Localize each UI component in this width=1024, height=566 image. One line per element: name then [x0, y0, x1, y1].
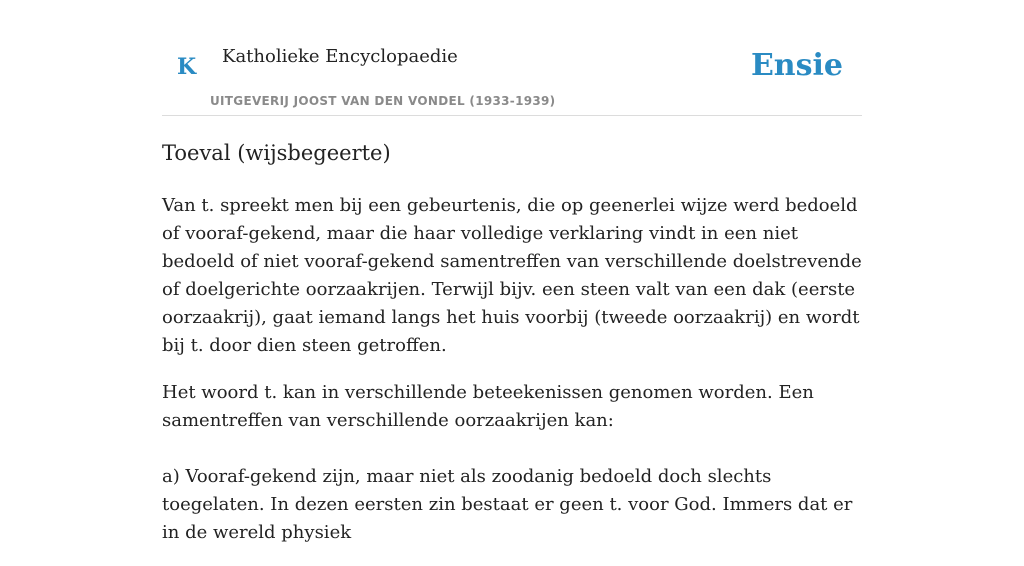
brand-logo[interactable]: Ensie	[750, 48, 843, 83]
source-logo[interactable]: K	[177, 54, 197, 80]
article-title: Toeval (wijsbegeerte)	[162, 141, 391, 165]
article-body	[162, 192, 862, 566]
site-header	[162, 0, 862, 116]
article-paragraph: Van t. spreekt men bij een gebeurtenis, die op geenerlei wijze werd bedoeld of vooraf-gekend, maar die haar volledige verklaring vindt in een niet bedoeld of niet vooraf-gekend samentreffen van verschillende doelstrevende of doelgerichte oorzaakrijen. Terwijl bijv. een steen valt van een dak (eerste oorzaakrij), gaat iemand langs het huis voorbij (tweede oorzaakrij) en wordt bij t. door dien steen getroffen.	[162, 195, 862, 356]
article-paragraph: a) Vooraf-gekend zijn, maar niet als zoodanig bedoeld doch slechts toegelaten. In dezen eersten zin bestaat er geen t. voor God. Immers dat er in de wereld physiek	[162, 466, 853, 543]
article-paragraph: Het woord t. kan in verschillende beteekenissen genomen worden. Een samentreffen van verschillende oorzaakrijen kan:	[162, 382, 814, 431]
source-publisher: UITGEVERIJ JOOST VAN DEN VONDEL (1933-1939)	[210, 94, 556, 108]
source-title[interactable]: Katholieke Encyclopaedie	[222, 46, 458, 67]
